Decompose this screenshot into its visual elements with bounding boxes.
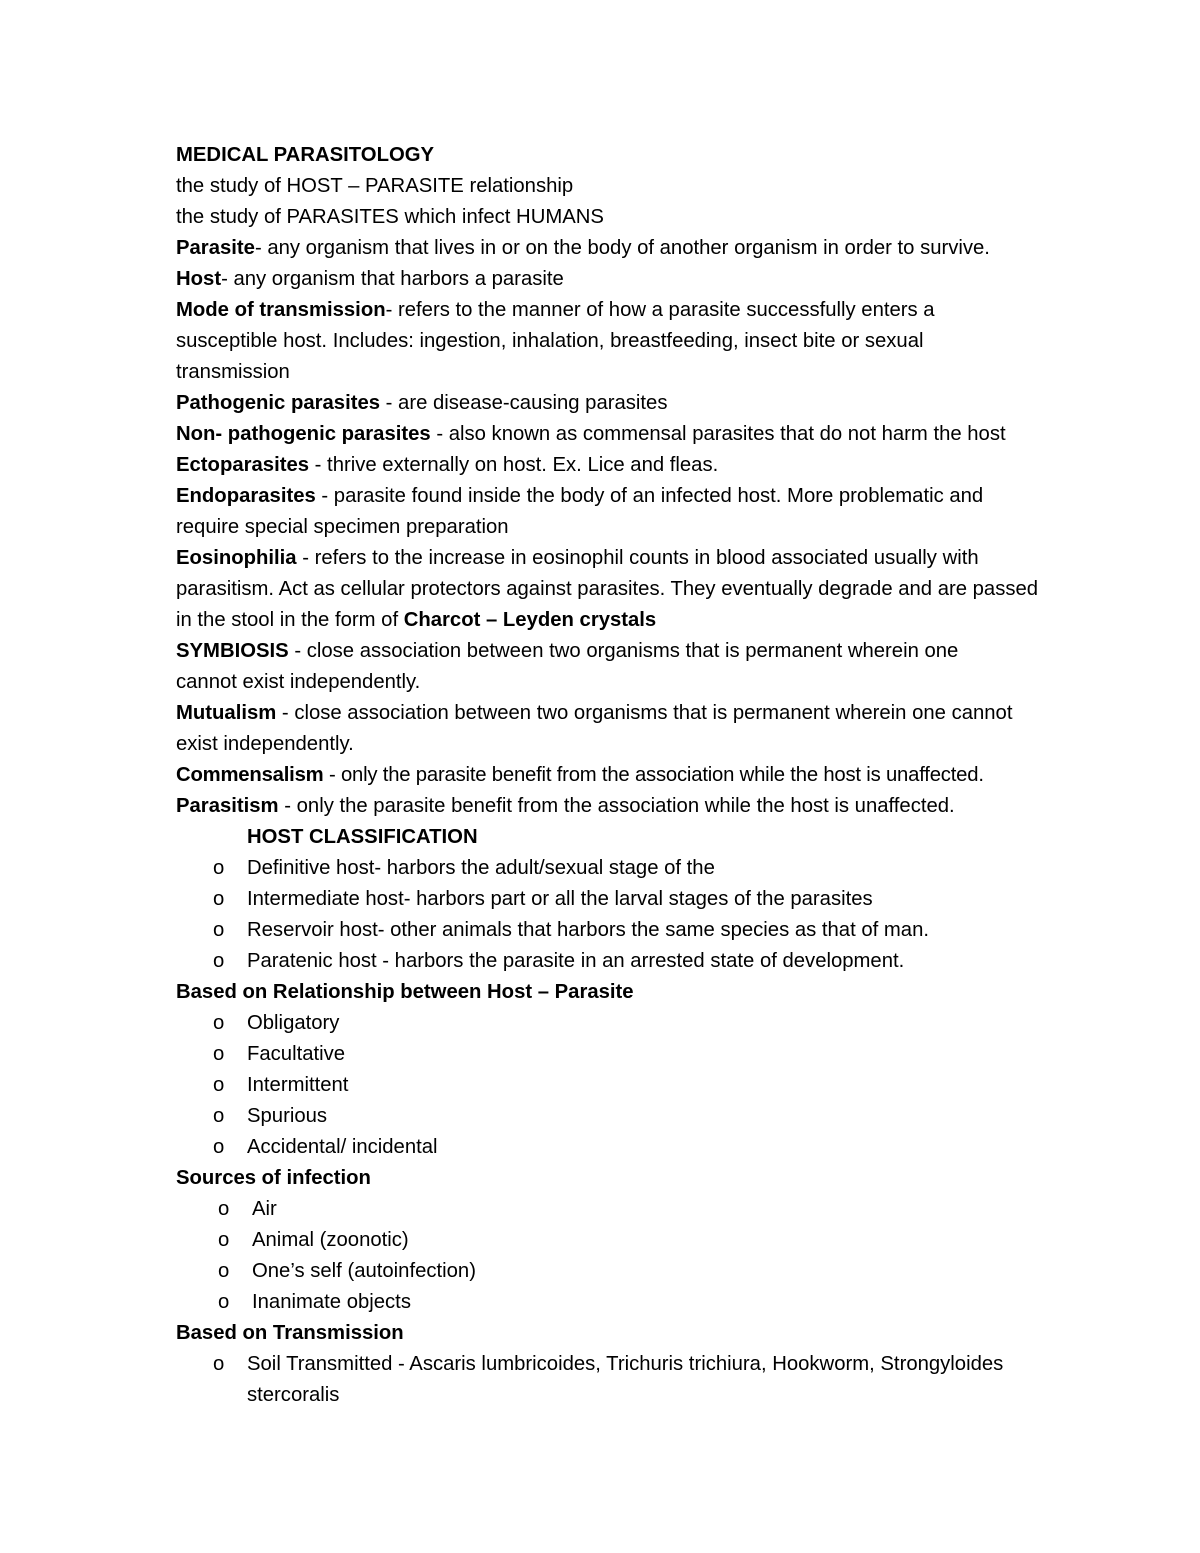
bullet-icon: o (213, 1012, 225, 1034)
definition-term: Parasite (176, 237, 255, 259)
list-item-text: Accidental/ incidental (247, 1136, 438, 1158)
definition-term-charcot-leyden: Charcot – Leyden crystals (403, 609, 657, 631)
list-item (176, 1039, 1076, 1070)
list-item-text: Intermediate host- harbors part or all the larval stages of the parasites (247, 888, 873, 910)
definition-text: - also known as commensal parasites that do not harm the host (430, 423, 1006, 445)
list-item (176, 1132, 1076, 1163)
definition-text: - thrive externally on host. Ex. Lice and fleas. (309, 454, 719, 476)
list-item (176, 1225, 1076, 1256)
definition-parasite (176, 233, 1076, 264)
list-item (176, 884, 1076, 915)
definition-symbiosis (176, 636, 1016, 698)
definition-term: Mutualism (176, 702, 277, 724)
definition-text: - only the parasite benefit from the association while the host is unaffected. (278, 795, 955, 817)
host-classification-heading: HOST CLASSIFICATION (247, 826, 478, 848)
definition-term: Ectoparasites (176, 454, 310, 476)
definition-host (176, 264, 1076, 295)
definition-text: - refers to the increase in eosinophil counts in blood associated usually with parasitism. Act as cellular protectors against parasites. They eventually degrade and are passed in the stool in the form of (176, 547, 1039, 631)
definition-commensalism (176, 760, 1076, 791)
definition-non-pathogenic-parasites (176, 419, 1076, 450)
definition-term: Host (176, 268, 222, 290)
definition-text: - close association between two organisms that is permanent wherein one cannot exist independently. (176, 702, 1013, 755)
list-item-text: Air (252, 1198, 277, 1220)
definition-text: - close association between two organisms that is permanent wherein one cannot exist independently. (176, 640, 959, 693)
bullet-icon: o (218, 1291, 230, 1313)
bullet-icon: o (213, 1136, 225, 1158)
definition-term: Mode of transmission (176, 299, 386, 321)
document-title: MEDICAL PARASITOLOGY (176, 144, 435, 166)
list-item (176, 1349, 1056, 1411)
list-item (176, 1101, 1076, 1132)
intro-line-1: the study of HOST – PARASITE relationship (176, 175, 574, 197)
definition-text: - parasite found inside the body of an infected host. More problematic and require special specimen preparation (176, 485, 984, 538)
list-item (176, 853, 1076, 884)
definition-parasitism (176, 791, 1076, 822)
list-item (176, 946, 1076, 977)
definition-eosinophilia (176, 543, 1046, 636)
definition-mode-of-transmission (176, 295, 986, 388)
bullet-icon: o (213, 950, 225, 972)
list-item-text: Animal (zoonotic) (252, 1229, 409, 1251)
document-body (176, 140, 1076, 1411)
list-item-text: Facultative (247, 1043, 346, 1065)
definition-term: Endoparasites (176, 485, 316, 507)
list-item-text: Spurious (247, 1105, 328, 1127)
bullet-icon: o (218, 1198, 230, 1220)
definition-term: Eosinophilia (176, 547, 297, 569)
list-item (176, 1287, 1076, 1318)
definition-mutualism (176, 698, 1016, 760)
definition-term: Parasitism (176, 795, 279, 817)
bullet-icon: o (218, 1260, 230, 1282)
list-item-text: Intermittent (247, 1074, 349, 1096)
list-item-text: Obligatory (247, 1012, 340, 1034)
bullet-icon: o (213, 1074, 225, 1096)
bullet-icon: o (213, 919, 225, 941)
definition-text: - are disease-causing parasites (380, 392, 668, 414)
list-item-text: One’s self (autoinfection) (252, 1260, 476, 1282)
definition-ectoparasites (176, 450, 1076, 481)
definition-text: - any organism that harbors a parasite (221, 268, 564, 290)
definition-pathogenic-parasites (176, 388, 1076, 419)
list-item-text: Reservoir host- other animals that harbors the same species as that of man. (247, 919, 929, 941)
list-item-text: Definitive host- harbors the adult/sexual stage of the (247, 857, 715, 879)
list-item-text: Inanimate objects (252, 1291, 411, 1313)
list-item (176, 915, 1076, 946)
bullet-icon: o (213, 1043, 225, 1065)
list-item-text: Soil Transmitted - Ascaris lumbricoides, Trichuris trichiura, Hookworm, Strongyloides stercoralis (247, 1353, 1004, 1406)
bullet-icon: o (218, 1229, 230, 1251)
definition-text: - any organism that lives in or on the body of another organism in order to survive. (254, 237, 990, 259)
bullet-icon: o (213, 888, 225, 910)
definition-text: - refers to the manner of how a parasite successfully enters a susceptible host. Includes: ingestion, inhalation, breastfeeding, insect bite or sexual transmission (176, 299, 935, 383)
sources-heading: Sources of infection (176, 1167, 371, 1189)
transmission-heading: Based on Transmission (176, 1322, 404, 1344)
definition-term: Pathogenic parasites (176, 392, 381, 414)
intro-line-2: the study of PARASITES which infect HUMANS (176, 206, 604, 228)
list-item (176, 1008, 1076, 1039)
list-item-text: Paratenic host - harbors the parasite in an arrested state of development. (247, 950, 905, 972)
bullet-icon: o (213, 1353, 225, 1375)
definition-text: - only the parasite benefit from the association while the host is unaffected. (323, 764, 984, 786)
bullet-icon: o (213, 1105, 225, 1127)
definition-term: Commensalism (176, 764, 324, 786)
list-item (176, 1194, 1076, 1225)
bullet-icon: o (213, 857, 225, 879)
definition-endoparasites (176, 481, 1046, 543)
relationship-heading: Based on Relationship between Host – Parasite (176, 981, 634, 1003)
definition-term: Non- pathogenic parasites (176, 423, 431, 445)
list-item (176, 1256, 1076, 1287)
list-item (176, 1070, 1076, 1101)
definition-term: SYMBIOSIS (176, 640, 289, 662)
